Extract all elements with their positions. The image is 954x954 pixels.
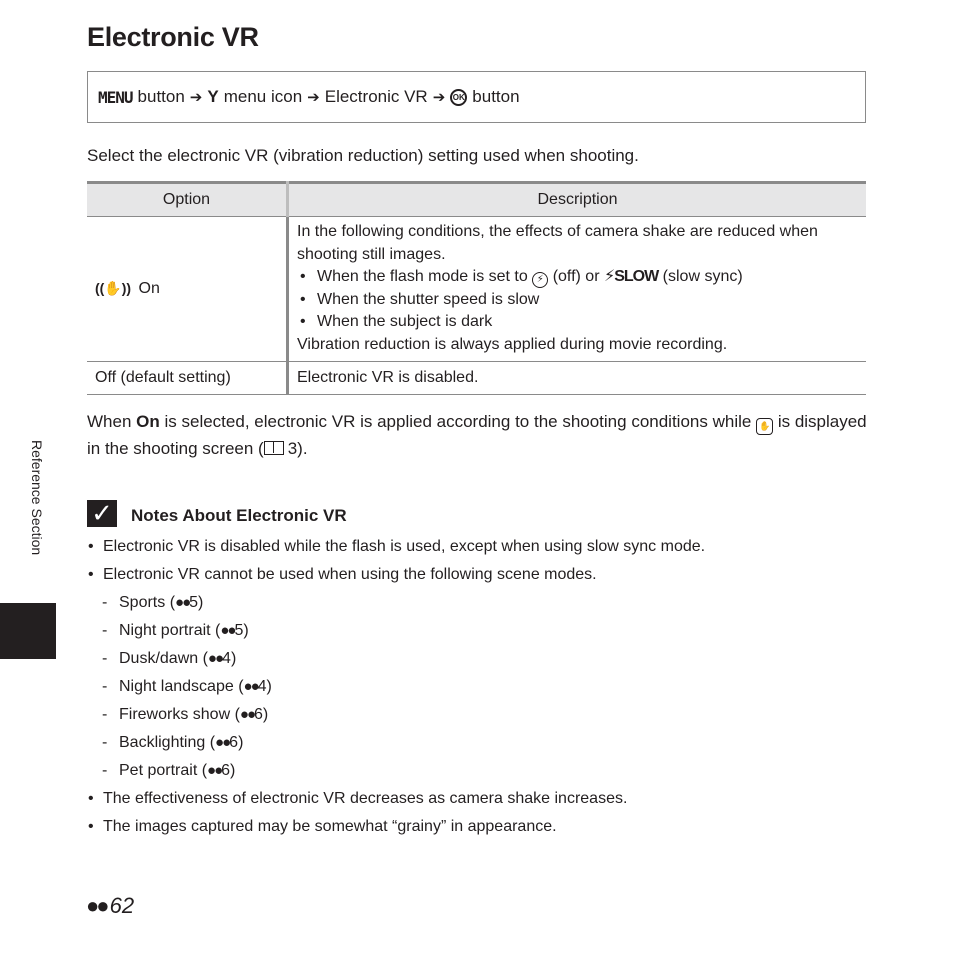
- arrow-right-icon: ➔: [307, 89, 320, 106]
- scene-ref: 4): [222, 650, 237, 667]
- text-span: is displayed in the shooting screen (: [87, 412, 867, 458]
- page-number-value: 62: [109, 893, 135, 918]
- reference-e-icon: ●●: [207, 762, 222, 779]
- notes-title: Notes About Electronic VR: [131, 506, 347, 525]
- description-outro: Vibration reduction is always applied during movie recording.: [297, 335, 728, 353]
- ok-button-icon: OK: [450, 89, 467, 106]
- flash-off-icon: ⚡: [532, 272, 548, 288]
- list-item: [297, 266, 858, 289]
- scene-item: - Dusk/dawn (●●4): [87, 647, 705, 675]
- reference-e-icon: ●●: [86, 893, 107, 918]
- list-item-text: When the flash mode is set to: [317, 268, 528, 285]
- arrow-right-icon: ➔: [432, 89, 446, 106]
- scene-item: - Fireworks show (●●6): [87, 703, 705, 731]
- conditions-list: [297, 266, 858, 334]
- list-item-text: (slow sync): [662, 268, 743, 285]
- description-cell: [288, 217, 867, 362]
- header-option: Option: [87, 183, 288, 217]
- book-reference-icon: [264, 441, 284, 455]
- list-item: • When the subject is dark: [297, 311, 858, 334]
- path-item-label: Electronic VR: [324, 87, 428, 106]
- option-cell: Off (default setting): [87, 362, 288, 395]
- reference-e-icon: ●●: [175, 594, 190, 611]
- bold-on: On: [136, 412, 160, 431]
- page-number: [86, 893, 134, 919]
- path-menu-icon-label: menu icon: [223, 87, 303, 106]
- scene-ref: 6): [254, 706, 269, 723]
- table-row: [87, 217, 866, 362]
- scene-name: Sports (: [119, 594, 176, 611]
- list-item: • Electronic VR is disabled while the flash is used, except when using slow sync mode.: [87, 535, 705, 563]
- scene-ref: 6): [221, 762, 236, 779]
- scene-name: Night portrait (: [119, 622, 221, 639]
- scene-item: - Night landscape (●●4): [87, 675, 705, 703]
- scene-name: Backlighting (: [119, 734, 216, 751]
- scene-item: - Night portrait (●●5): [87, 619, 705, 647]
- slow-sync-icon: ⚡SLOW: [603, 268, 659, 285]
- list-item: • The images captured may be somewhat “grainy” in appearance.: [87, 815, 705, 843]
- table-header-row: [87, 183, 866, 217]
- table-row: [87, 362, 866, 395]
- scene-ref: 5): [234, 622, 249, 639]
- reference-e-icon: ●●: [215, 734, 230, 751]
- reference-e-icon: ●●: [207, 650, 223, 667]
- scene-name: Pet portrait (: [119, 762, 208, 779]
- option-label: On: [138, 280, 160, 297]
- scene-name: Dusk/dawn (: [119, 650, 208, 667]
- scene-name: Fireworks show (: [119, 706, 240, 723]
- notes-list: [87, 535, 705, 843]
- vibration-reduction-icon: ((✋)): [95, 280, 132, 296]
- section-tab-marker: [0, 603, 56, 659]
- page-title: Electronic VR: [87, 22, 259, 52]
- scene-ref: 6): [229, 734, 244, 751]
- text-span: 3).: [287, 438, 308, 458]
- on-explanation: [87, 409, 867, 462]
- wrench-icon: Y: [207, 87, 219, 106]
- list-item: • Electronic VR cannot be used when using the following scene modes.: [87, 563, 705, 591]
- header-description: Description: [288, 183, 867, 217]
- menu-button-icon: MENU: [98, 87, 133, 107]
- option-cell: [87, 217, 288, 362]
- list-item-text: (off) or: [552, 268, 600, 285]
- arrow-right-icon: ➔: [189, 89, 203, 106]
- text-span: When: [87, 412, 132, 431]
- reference-e-icon: ●●: [220, 622, 235, 639]
- scene-ref: 5): [189, 594, 204, 611]
- reference-e-icon: ●●: [243, 678, 258, 695]
- list-item: • The effectiveness of electronic VR decreases as camera shake increases.: [87, 787, 705, 815]
- intro-text: Select the electronic VR (vibration reduction) setting used when shooting.: [87, 146, 639, 165]
- path-button-label: button: [137, 87, 185, 106]
- checkmark-icon: ✓: [87, 500, 117, 527]
- scene-name: Night landscape (: [119, 678, 244, 695]
- electronic-vr-icon: ✋: [756, 418, 773, 435]
- section-side-label: Reference Section: [29, 440, 45, 556]
- description-intro: In the following conditions, the effects of camera shake are reduced when shooting still images.: [297, 223, 818, 263]
- scene-ref: 4): [257, 678, 272, 695]
- list-item: • When the shutter speed is slow: [297, 289, 858, 312]
- menu-path-box: [87, 71, 866, 123]
- description-cell: Electronic VR is disabled.: [288, 362, 867, 395]
- reference-e-icon: ●●: [239, 706, 255, 723]
- scene-item: - Pet portrait (●●6): [87, 759, 705, 787]
- scene-item: - Backlighting (●●6): [87, 731, 705, 759]
- options-table: [87, 181, 866, 395]
- scene-item: - Sports (●●5): [87, 591, 705, 619]
- text-span: is selected, electronic VR is applied according to the shooting conditions while: [164, 412, 752, 431]
- path-button-label: button: [472, 87, 520, 106]
